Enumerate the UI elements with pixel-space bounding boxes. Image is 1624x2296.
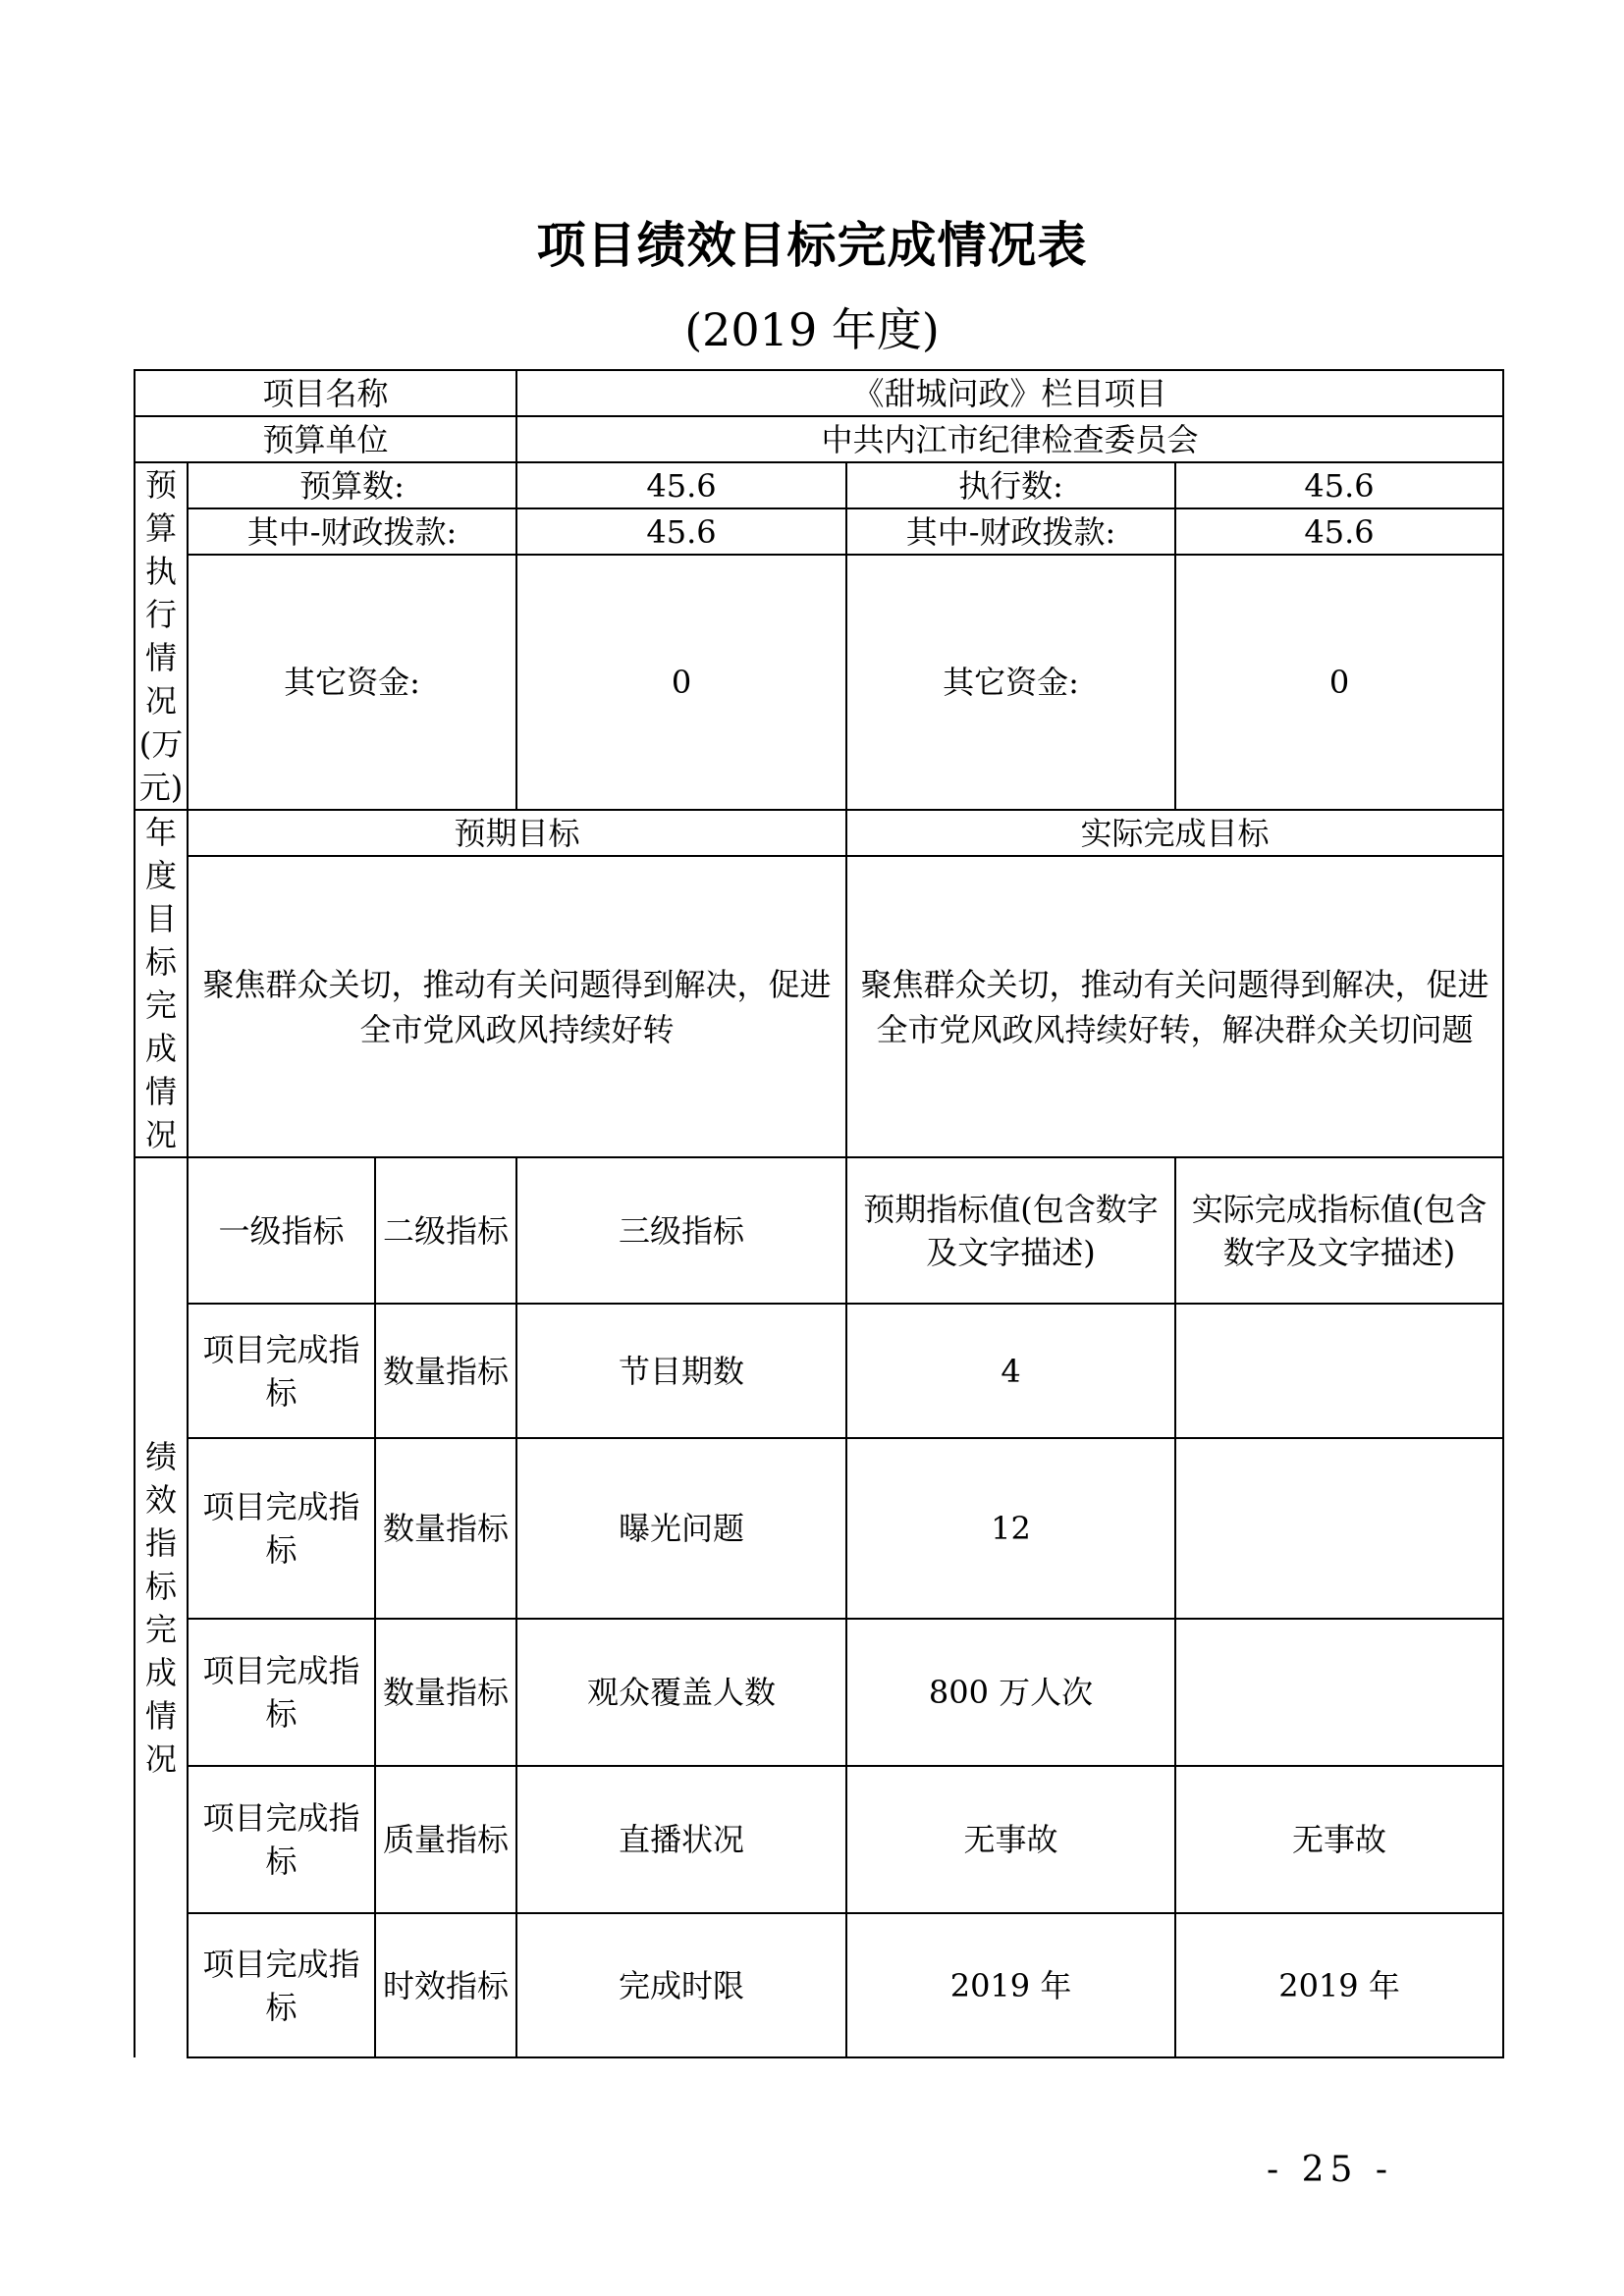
cell-level1: 项目完成指标 xyxy=(188,1766,375,1913)
fiscal-value-budget: 45.6 xyxy=(516,508,846,555)
header-level3: 三级指标 xyxy=(516,1157,846,1304)
header-level1: 一级指标 xyxy=(188,1157,375,1304)
cell-level2: 数量指标 xyxy=(375,1619,516,1766)
actual-goal-header: 实际完成目标 xyxy=(846,810,1503,856)
actual-goal-text: 聚焦群众关切，推动有关问题得到解决，促进全市党风政风持续好转，解决群众关切问题 xyxy=(846,856,1503,1157)
expected-goal-text: 聚焦群众关切，推动有关问题得到解决，促进全市党风政风持续好转 xyxy=(188,856,846,1157)
row-project-name xyxy=(135,370,1503,416)
budget-section-char: 行 xyxy=(144,596,177,633)
header-expected: 预期指标值(包含数字及文字描述) xyxy=(846,1157,1175,1304)
annual-section-char: 标 xyxy=(144,943,177,981)
cell-level3: 直播状况 xyxy=(516,1766,846,1913)
annual-section-char: 况 xyxy=(144,1116,177,1153)
cell-expected: 2019 年 xyxy=(846,1913,1175,2057)
budget-section-char: (万 xyxy=(138,725,184,763)
cell-level1: 项目完成指标 xyxy=(188,1913,375,2057)
performance-section-char: 指 xyxy=(144,1524,177,1562)
cell-level3: 节目期数 xyxy=(516,1304,846,1438)
cell-expected: 12 xyxy=(846,1438,1175,1619)
cell-actual: 2019 年 xyxy=(1175,1913,1503,2057)
cell-actual xyxy=(1175,1438,1503,1619)
cell-level2: 时效指标 xyxy=(375,1913,516,2057)
page-subtitle: (2019 年度) xyxy=(684,303,940,356)
row-budget-amount xyxy=(135,462,1503,508)
annual-section-char: 完 xyxy=(144,987,177,1024)
table-row xyxy=(135,1619,1503,1766)
other-funds-value-budget: 0 xyxy=(516,555,846,810)
cell-level3: 曝光问题 xyxy=(516,1438,846,1619)
row-annual-headers xyxy=(135,810,1503,856)
cell-level3: 观众覆盖人数 xyxy=(516,1619,846,1766)
row-indicator-headers xyxy=(135,1157,1503,1304)
cell-expected: 4 xyxy=(846,1304,1175,1438)
budget-amount-value: 45.6 xyxy=(516,462,846,508)
cell-level1: 项目完成指标 xyxy=(188,1304,375,1438)
performance-section-char: 标 xyxy=(144,1568,177,1605)
performance-section-char: 况 xyxy=(144,1740,177,1778)
budget-amount-label: 预算数: xyxy=(188,462,516,508)
cell-level2: 数量指标 xyxy=(375,1438,516,1619)
row-annual-goals xyxy=(135,856,1503,1157)
cell-actual xyxy=(1175,1619,1503,1766)
row-fiscal-allocation xyxy=(135,508,1503,555)
cell-actual xyxy=(1175,1304,1503,1438)
table-row xyxy=(135,1913,1503,2057)
budget-section-char: 算 xyxy=(144,509,177,547)
performance-table xyxy=(134,369,1504,2058)
annual-section-char: 度 xyxy=(144,857,177,894)
performance-section-char: 绩 xyxy=(144,1438,177,1475)
annual-section-label xyxy=(135,810,188,1157)
header-level2: 二级指标 xyxy=(375,1157,516,1304)
other-funds-value-exec: 0 xyxy=(1175,555,1503,810)
budget-section-label xyxy=(135,462,188,810)
annual-section-char: 成 xyxy=(144,1030,177,1067)
budget-section-char: 情 xyxy=(144,639,177,676)
budget-section-char: 况 xyxy=(144,682,177,720)
table-row xyxy=(135,1304,1503,1438)
annual-section-char: 目 xyxy=(144,900,177,937)
table-row xyxy=(135,1766,1503,1913)
project-name-value: 《甜城问政》栏目项目 xyxy=(516,370,1503,416)
cell-level2: 质量指标 xyxy=(375,1766,516,1913)
fiscal-label-budget: 其中-财政拨款: xyxy=(188,508,516,555)
budget-section-char: 元) xyxy=(138,769,184,806)
performance-section-char: 效 xyxy=(144,1481,177,1519)
cell-level2: 数量指标 xyxy=(375,1304,516,1438)
performance-section-char: 成 xyxy=(144,1654,177,1691)
budget-unit-label: 预算单位 xyxy=(135,416,516,462)
cell-level3: 完成时限 xyxy=(516,1913,846,2057)
other-funds-label-budget: 其它资金: xyxy=(188,555,516,810)
cell-expected: 800 万人次 xyxy=(846,1619,1175,1766)
exec-amount-value: 45.6 xyxy=(1175,462,1503,508)
performance-section-char: 情 xyxy=(144,1697,177,1735)
page-title: 项目绩效目标完成情况表 xyxy=(536,217,1088,274)
project-name-label: 项目名称 xyxy=(135,370,516,416)
annual-section-char: 情 xyxy=(144,1073,177,1110)
cell-level1: 项目完成指标 xyxy=(188,1619,375,1766)
row-budget-unit xyxy=(135,416,1503,462)
header-actual: 实际完成指标值(包含数字及文字描述) xyxy=(1175,1157,1503,1304)
fiscal-value-exec: 45.6 xyxy=(1175,508,1503,555)
cell-level1: 项目完成指标 xyxy=(188,1438,375,1619)
expected-goal-header: 预期目标 xyxy=(188,810,846,856)
budget-section-char: 预 xyxy=(144,466,177,504)
fiscal-label-exec: 其中-财政拨款: xyxy=(846,508,1175,555)
budget-unit-value: 中共内江市纪律检查委员会 xyxy=(516,416,1503,462)
exec-amount-label: 执行数: xyxy=(846,462,1175,508)
performance-section-char: 完 xyxy=(144,1611,177,1648)
page-number: - 25 - xyxy=(1267,2150,1394,2190)
cell-expected: 无事故 xyxy=(846,1766,1175,1913)
row-other-funds xyxy=(135,555,1503,810)
other-funds-label-exec: 其它资金: xyxy=(846,555,1175,810)
annual-section-char: 年 xyxy=(144,814,177,851)
table-row xyxy=(135,1438,1503,1619)
cell-actual: 无事故 xyxy=(1175,1766,1503,1913)
budget-section-char: 执 xyxy=(144,553,177,590)
performance-section-label xyxy=(135,1157,188,2057)
